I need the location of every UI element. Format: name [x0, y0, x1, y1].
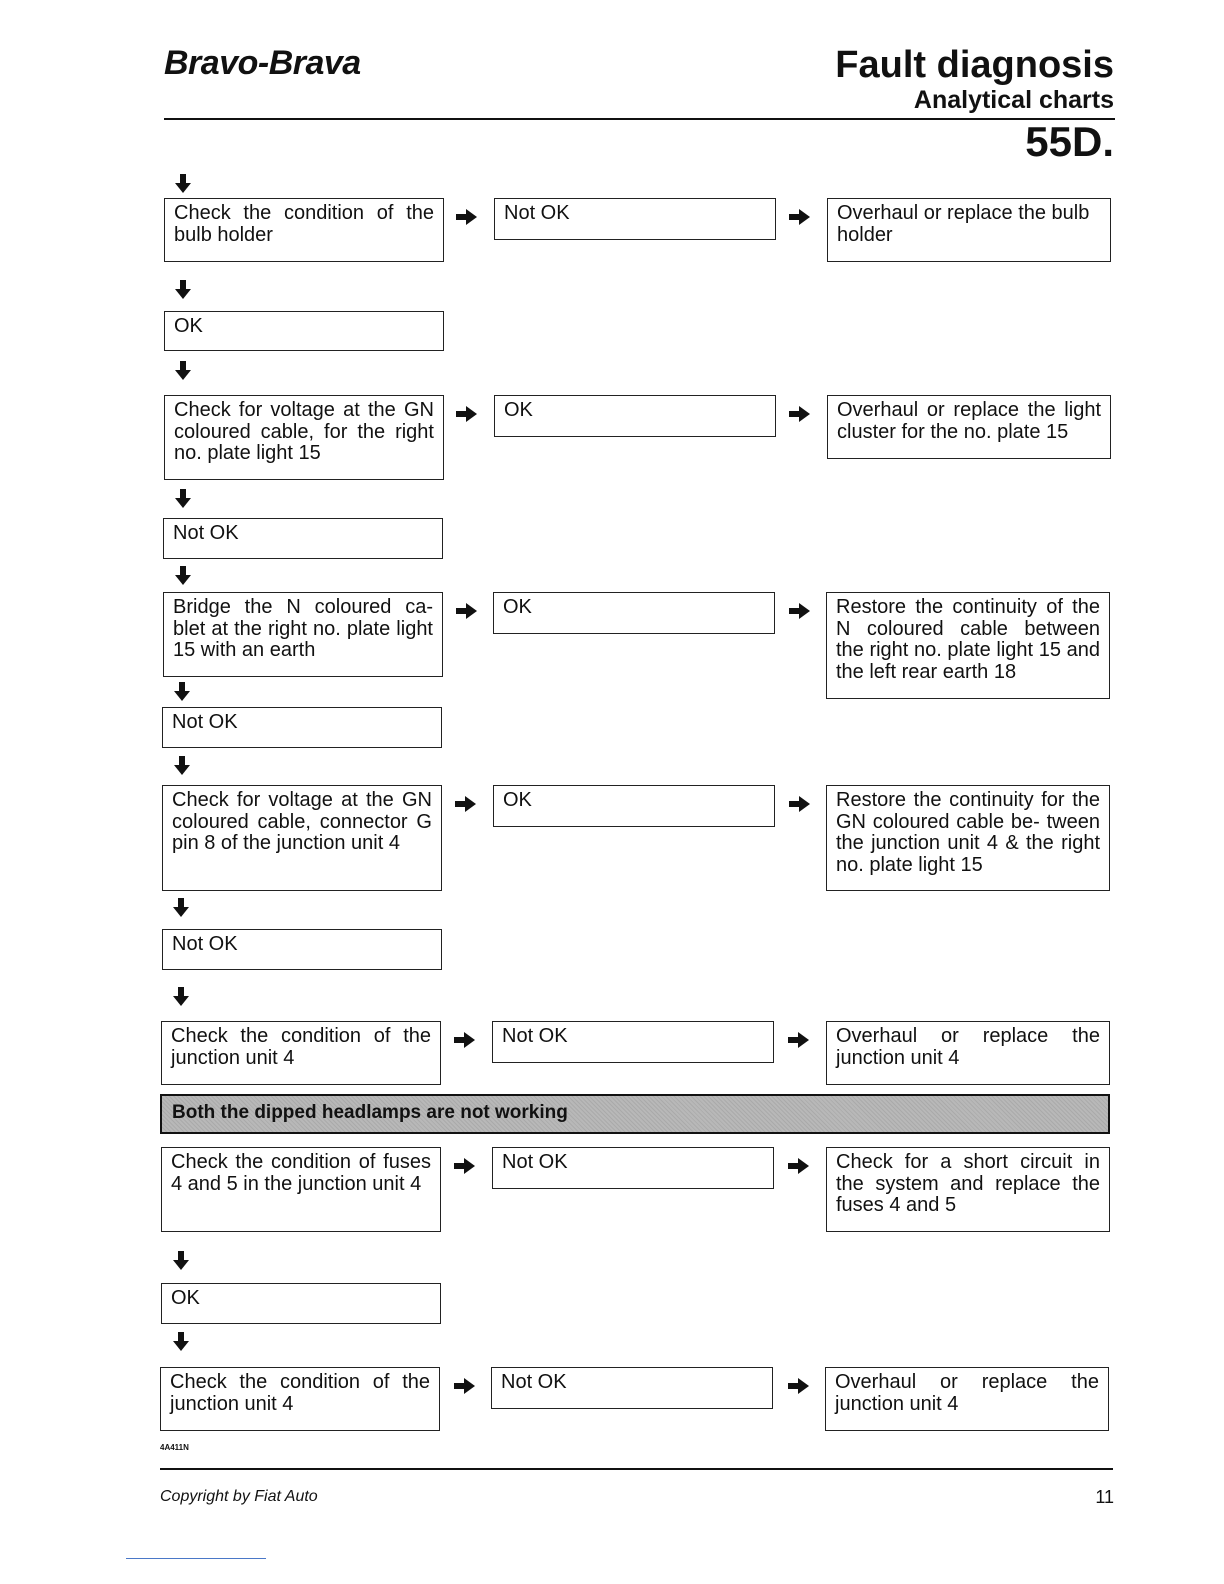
down-arrow-icon	[173, 756, 191, 776]
check-bulb-holder-box: Check the condition of the bulb holder	[164, 198, 444, 262]
down-arrow-icon	[172, 898, 190, 918]
brand-title: Bravo-Brava	[164, 44, 361, 82]
status-box: OK	[164, 311, 444, 351]
down-arrow-icon	[174, 280, 192, 300]
header-divider	[164, 118, 1115, 120]
down-arrow-icon	[172, 1332, 190, 1352]
page-subtitle: Analytical charts	[913, 86, 1114, 114]
check-voltage-connector-box: Check for voltage at the GN coloured cable, connector G pin 8 of the junction unit 4	[162, 785, 442, 891]
down-arrow-icon	[174, 489, 192, 509]
check-junction-unit-box: Check the condition of the junction unit 4	[160, 1367, 440, 1431]
section-number: 55D.	[1025, 118, 1114, 165]
status-box: Not OK	[162, 707, 442, 748]
footer-divider	[160, 1468, 1113, 1470]
right-arrow-icon	[454, 1158, 476, 1174]
right-arrow-icon	[789, 603, 811, 619]
right-arrow-icon	[456, 603, 478, 619]
check-fuses-box: Check the condition of fuses 4 and 5 in the junction unit 4	[161, 1147, 441, 1232]
action-box: Restore the continuity for the GN coloured cable be- tween the junction unit 4 & the right no. plate light 15	[826, 785, 1110, 891]
check-voltage-gn-box: Check for voltage at the GN coloured cable, for the right no. plate light 15	[164, 395, 444, 480]
action-box: Restore the continuity of the N coloured cable between the right no. plate light 15 and the left rear earth 18	[826, 592, 1110, 699]
down-arrow-icon	[173, 682, 191, 702]
action-box: Overhaul or replace the junction unit 4	[825, 1367, 1109, 1431]
page-title: Fault diagnosis	[835, 44, 1114, 86]
status-box: Not OK	[162, 929, 442, 970]
result-box: Not OK	[491, 1367, 773, 1409]
down-arrow-icon	[172, 1251, 190, 1271]
copyright: Copyright by Fiat Auto	[160, 1488, 318, 1505]
result-box: OK	[494, 395, 776, 437]
down-arrow-icon	[174, 361, 192, 381]
right-arrow-icon	[454, 1032, 476, 1048]
right-arrow-icon	[789, 406, 811, 422]
down-arrow-icon	[174, 174, 192, 194]
action-box: Overhaul or replace the junction unit 4	[826, 1021, 1110, 1085]
scan-mark	[126, 1558, 266, 1559]
right-arrow-icon	[788, 1032, 810, 1048]
section-banner: Both the dipped headlamps are not working	[160, 1094, 1110, 1134]
action-box: Check for a short circuit in the system and replace the fuses 4 and 5	[826, 1147, 1110, 1232]
bridge-n-cable-box: Bridge the N coloured ca- blet at the right no. plate light 15 with an earth	[163, 592, 443, 677]
down-arrow-icon	[174, 566, 192, 586]
right-arrow-icon	[788, 1378, 810, 1394]
result-box: Not OK	[494, 198, 776, 240]
result-box: OK	[493, 592, 775, 634]
result-box: Not OK	[492, 1147, 774, 1189]
down-arrow-icon	[172, 987, 190, 1007]
action-box: Overhaul or replace the bulb holder	[827, 198, 1111, 262]
right-arrow-icon	[456, 406, 478, 422]
status-box: OK	[161, 1283, 441, 1324]
status-box: Not OK	[163, 518, 443, 559]
page-number: 11	[1095, 1487, 1114, 1507]
right-arrow-icon	[789, 209, 811, 225]
right-arrow-icon	[454, 1378, 476, 1394]
right-arrow-icon	[788, 1158, 810, 1174]
right-arrow-icon	[455, 796, 477, 812]
check-junction-unit-box: Check the condition of the junction unit 4	[161, 1021, 441, 1085]
result-box: Not OK	[492, 1021, 774, 1063]
right-arrow-icon	[456, 209, 478, 225]
right-arrow-icon	[789, 796, 811, 812]
action-box: Overhaul or replace the light cluster for the no. plate 15	[827, 395, 1111, 459]
result-box: OK	[493, 785, 775, 827]
figure-code: 4A411N	[160, 1443, 189, 1452]
